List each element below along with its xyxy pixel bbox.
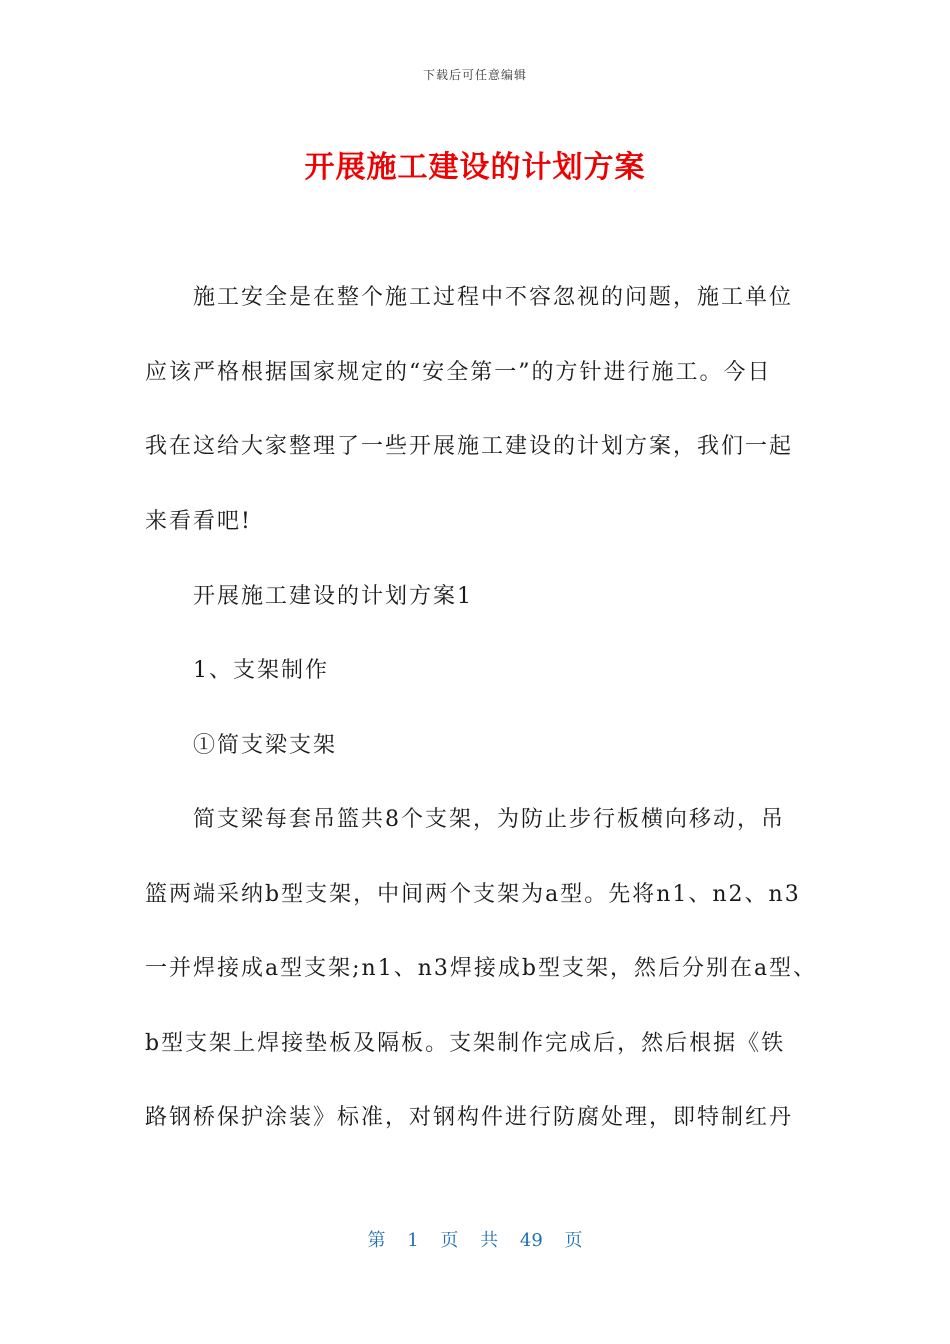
- paragraph-line: 一并焊接成a型支架;n1、n3焊接成b型支架，然后分别在a型、: [145, 956, 818, 981]
- subsection-heading: ①简支梁支架: [193, 733, 338, 758]
- paragraph-line: b型支架上焊接垫板及隔板。支架制作完成后，然后根据《铁: [145, 1031, 786, 1056]
- paragraph-line: 来看看吧!: [145, 509, 252, 534]
- paragraph-line: 我在这给大家整理了一些开展施工建设的计划方案，我们一起: [145, 434, 794, 459]
- section-heading: 开展施工建设的计划方案1: [193, 584, 473, 609]
- footer-page-word: 页: [440, 1230, 459, 1251]
- paragraph-line: 简支梁每套吊篮共8个支架，为防止步行板横向移动，吊: [193, 807, 785, 832]
- paragraph-line: 应该严格根据国家规定的“安全第一”的方针进行施工。今日: [145, 360, 772, 385]
- paragraph-line: 路钢桥保护涂装》标准，对钢构件进行防腐处理，即特制红丹: [145, 1105, 794, 1130]
- header-note: 下载后可任意编辑: [422, 68, 527, 82]
- footer-total-word: 共: [480, 1230, 499, 1251]
- footer-suffix: 页: [564, 1230, 583, 1251]
- current-page-number: 1: [407, 1230, 419, 1251]
- subsection-heading: 1、支架制作: [193, 658, 329, 683]
- paragraph-line: 施工安全是在整个施工过程中不容忽视的问题，施工单位: [193, 285, 794, 310]
- page-footer: [0, 1226, 950, 1252]
- total-page-count: 49: [519, 1230, 543, 1251]
- paragraph-line: 篮两端采纳b型支架，中间两个支架为a型。先将n1、n2、n3: [145, 882, 801, 907]
- document-title: 开展施工建设的计划方案: [304, 150, 646, 185]
- footer-prefix: 第: [367, 1230, 386, 1251]
